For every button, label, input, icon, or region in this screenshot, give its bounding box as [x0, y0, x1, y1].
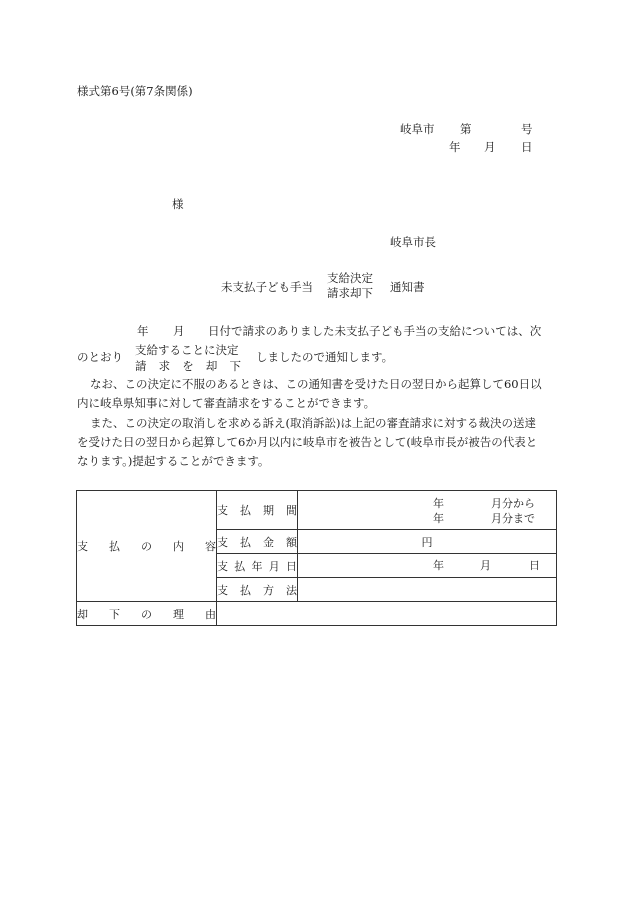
payment-amount-label: 支 払 金 額: [217, 530, 298, 554]
header-city: 岐阜市: [400, 122, 435, 136]
choice-rejection: 請 求 を 却 下: [135, 359, 241, 373]
body-line1: 日付で請求のありました未支払子ども手当の支給については、次: [208, 324, 542, 338]
para3-line2: を受けた日の翌日から起算して6か月以内に岐阜市を被告として(岐阜市長が被告の代表と: [77, 435, 538, 449]
payment-method-label: 支 払 方 法: [217, 578, 298, 602]
payment-period-value: 年 月分から 年 月分まで: [298, 491, 557, 530]
payment-info-table: [76, 490, 557, 626]
payment-date-label: 支 払 年 月 日: [217, 554, 298, 578]
header-no-suffix: 号: [521, 122, 533, 136]
payment-amount-value: 円: [298, 530, 557, 554]
rejection-reason-value: [217, 602, 557, 626]
payment-method-value: [298, 578, 557, 602]
title-suffix: 通知書: [390, 280, 425, 294]
rejection-reason-label: 却 下 の 理 由: [77, 602, 217, 626]
title-option-rejection: 請求却下: [327, 286, 373, 300]
addressee-honorific: 様: [172, 197, 184, 211]
table-row: [77, 602, 557, 626]
header-month: 月: [484, 140, 496, 154]
para2-line1: なお、この決定に不服のあるときは、この通知書を受けた日の翌日から起算して60日以: [90, 377, 542, 391]
header-no-prefix: 第: [460, 122, 472, 136]
header-year: 年: [449, 140, 461, 154]
para3-line3: なります。)提起することができます。: [77, 454, 270, 468]
para2-line2: 内に岐阜県知事に対して審査請求をすることができます。: [77, 396, 376, 410]
payment-date-value: 年 月 日: [298, 554, 557, 578]
body-date-year: 年: [137, 324, 149, 338]
payment-period-label: 支 払 期 間: [217, 491, 298, 530]
para3-line1: また、この決定の取消しを求める訴え(取消訴訟)は上記の審査請求に対する裁決の送達: [90, 416, 536, 430]
body-date-month: 月: [173, 324, 185, 338]
choice-decision: 支給することに決定: [135, 343, 239, 357]
body-line2-suffix: しましたので通知します。: [256, 350, 394, 364]
form-number: 様式第6号(第7条関係): [77, 84, 193, 98]
table-row: [77, 491, 557, 530]
body-line2-prefix: のとおり: [77, 350, 123, 364]
sender-name: 岐阜市長: [390, 235, 436, 249]
header-day: 日: [521, 140, 533, 154]
title-main: 未支払子ども手当: [221, 280, 313, 294]
payment-content-label: 支 払 の 内 容: [77, 491, 217, 602]
title-option-decision: 支給決定: [327, 271, 373, 285]
